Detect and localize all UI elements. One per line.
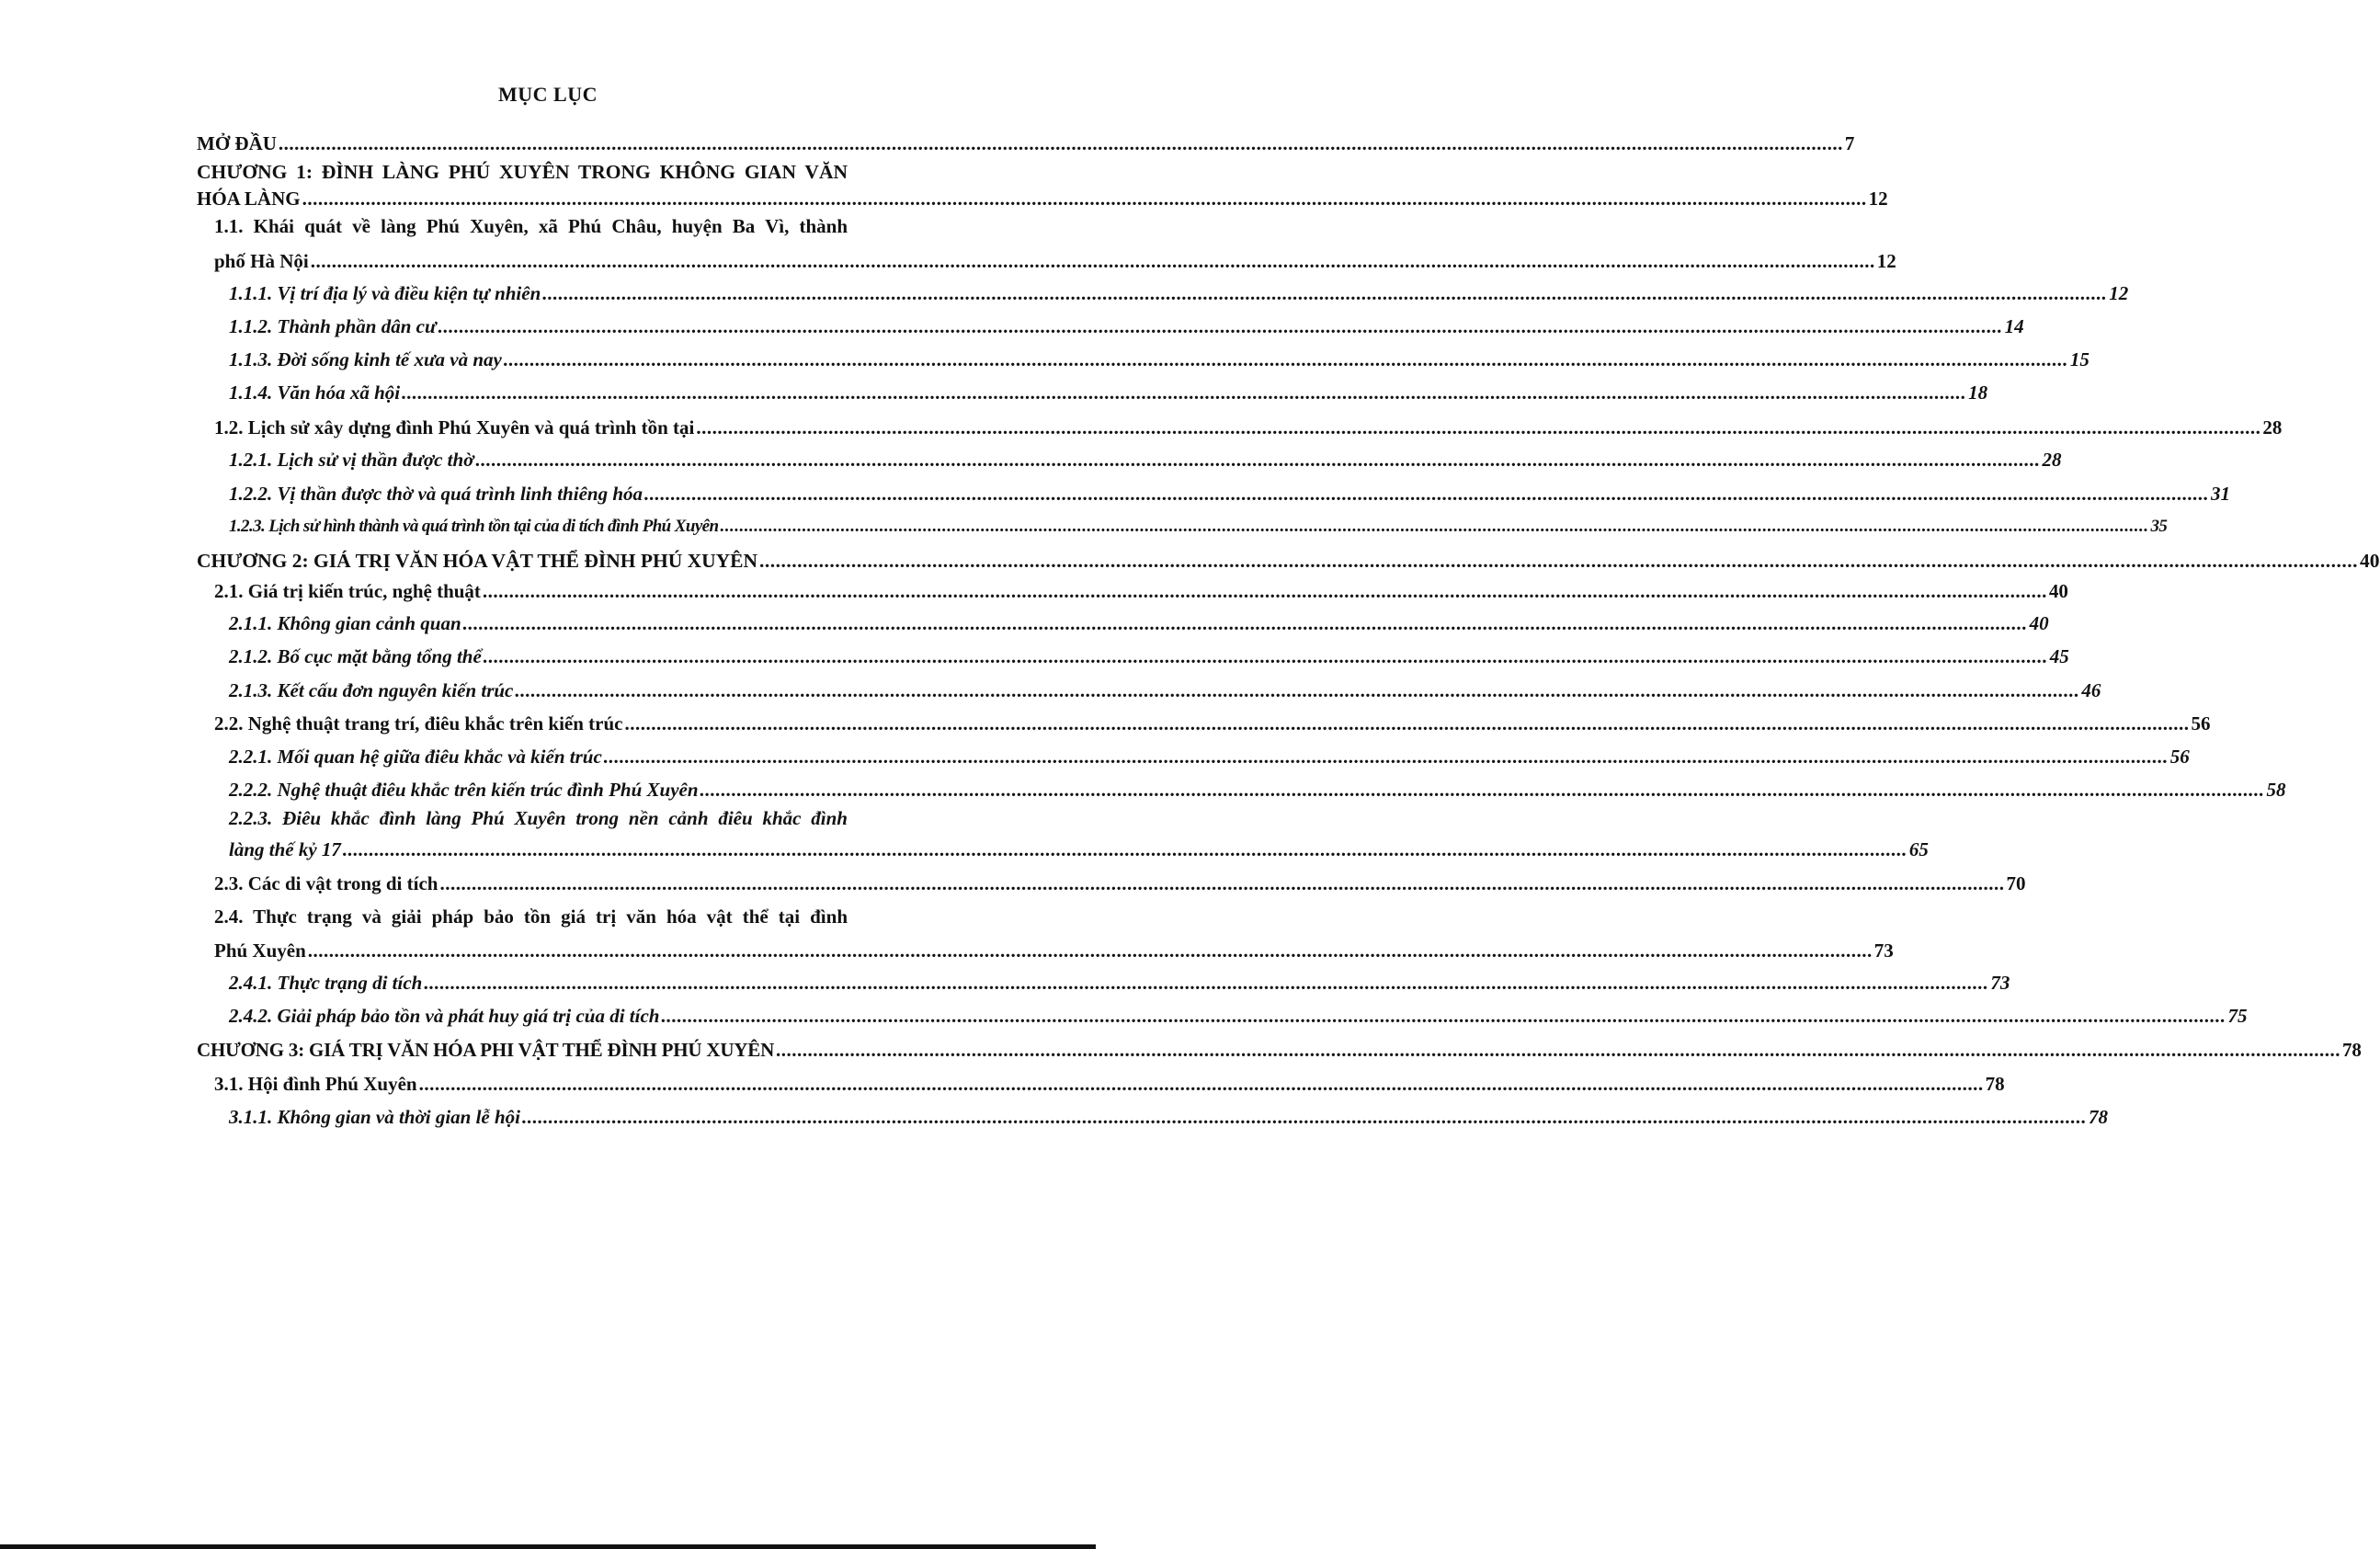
toc-entry-2-2-2[interactable] xyxy=(229,779,2286,801)
toc-entry-1-1[interactable] xyxy=(214,250,1896,272)
dot-leader xyxy=(424,974,1988,993)
toc-page-number: 73 xyxy=(1873,940,1894,962)
toc-entry-2-1[interactable] xyxy=(214,580,2068,602)
toc-entry-text: 3.1. Hội đình Phú Xuyên xyxy=(214,1073,417,1095)
toc-page-number: 18 xyxy=(1968,382,1988,404)
toc-page-number: 78 xyxy=(1985,1073,2005,1095)
toc-entry-intro[interactable] xyxy=(197,132,1855,154)
toc-page-number: 58 xyxy=(2266,779,2286,801)
toc-entry-1-2[interactable] xyxy=(214,416,2283,439)
toc-page-number: 28 xyxy=(2042,449,2062,471)
toc-page-number: 28 xyxy=(2262,416,2283,439)
dot-leader xyxy=(720,518,2148,535)
dot-leader xyxy=(439,874,2004,894)
toc-page-number: 12 xyxy=(1868,188,1888,210)
toc-entry-1-1-4[interactable] xyxy=(229,382,1988,404)
toc-entry-text: 1.1.2. Thành phần dân cư xyxy=(229,315,437,337)
toc-entry-text: 1.1.4. Văn hóa xã hội xyxy=(229,382,401,404)
dot-leader xyxy=(419,1075,1984,1094)
toc-entry-text: 2.1.2. Bố cục mặt bằng tổng thể xyxy=(229,645,482,667)
toc-entry-text: 2.4. Thực trạng và giải pháp bảo tồn giá trị văn hóa vật thể tại đình xyxy=(214,905,848,928)
toc-entry-text: 2.2.3. Điêu khắc đình làng Phú Xuyên trong nền cảnh điêu khắc đình xyxy=(229,807,848,829)
toc-page-number: 73 xyxy=(1990,972,2010,994)
toc-entry-text: 2.1.1. Không gian cảnh quan xyxy=(229,612,461,634)
toc-entry-chapter-2[interactable] xyxy=(197,550,2380,572)
toc-entry-2-4[interactable] xyxy=(214,940,1894,962)
toc-page-number: 40 xyxy=(2029,612,2049,634)
toc-entry-2-1-2[interactable] xyxy=(229,645,2069,667)
dot-leader xyxy=(759,552,2358,572)
toc-entry-text: làng thế kỷ 17 xyxy=(229,838,341,860)
dot-leader xyxy=(700,780,2265,800)
toc-entry-text: 1.1. Khái quát về làng Phú Xuyên, xã Phú Châu, huyện Ba Vì, thành xyxy=(214,215,848,237)
toc-entry-text: CHƯƠNG 1: ĐÌNH LÀNG PHÚ XUYÊN TRONG KHÔNG GIAN VĂN xyxy=(197,161,848,183)
toc-entry-text: 2.2. Nghệ thuật trang trí, điêu khắc trên kiến trúc xyxy=(214,712,623,735)
toc-entry-text: CHƯƠNG 2: GIÁ TRỊ VĂN HÓA VẬT THỂ ĐÌNH PHÚ XUYÊN xyxy=(197,550,758,572)
toc-entry-text: 1.1.3. Đời sống kinh tế xưa và nay xyxy=(229,348,502,370)
toc-page-number: 15 xyxy=(2069,348,2090,370)
toc-entry-1-2-1[interactable] xyxy=(229,449,2062,471)
dot-leader xyxy=(463,614,2028,633)
toc-page-number: 75 xyxy=(2227,1005,2248,1027)
dot-leader xyxy=(542,284,2107,303)
toc-page-number: 65 xyxy=(1908,838,1929,860)
toc-page-number: 56 xyxy=(2191,712,2211,735)
dot-leader xyxy=(522,1108,2087,1127)
toc-page-number: 46 xyxy=(2081,679,2101,701)
toc-entry-2-4-line1[interactable] xyxy=(214,907,848,927)
toc-entry-text: 2.2.1. Mối quan hệ giữa điêu khắc và kiến trúc xyxy=(229,746,602,768)
toc-entry-2-2[interactable] xyxy=(214,712,2211,735)
toc-entry-2-2-1[interactable] xyxy=(229,746,2190,768)
toc-page-number: 12 xyxy=(1876,250,1896,272)
bottom-border xyxy=(0,1544,1096,1549)
dot-leader xyxy=(483,582,2047,601)
toc-entry-3-1[interactable] xyxy=(214,1073,2005,1095)
toc-entry-chapter-1[interactable] xyxy=(197,188,1888,210)
toc-entry-2-4-1[interactable] xyxy=(229,972,2010,994)
toc-page-number: 14 xyxy=(2004,315,2024,337)
toc-entry-text: 2.1.3. Kết cấu đơn nguyên kiến trúc xyxy=(229,679,514,701)
toc-entry-text: 2.4.1. Thực trạng di tích xyxy=(229,972,423,994)
toc-entry-1-2-3[interactable] xyxy=(229,517,2168,536)
dot-leader xyxy=(484,647,2048,666)
toc-entry-text: 1.2.1. Lịch sử vị thần được thờ xyxy=(229,449,474,471)
toc-page-number: 35 xyxy=(2150,517,2168,536)
toc-page-number: 31 xyxy=(2211,483,2230,505)
toc-entry-1-2-2[interactable] xyxy=(229,483,2230,505)
dot-leader xyxy=(438,317,2003,336)
toc-page-number: 7 xyxy=(1844,132,1855,154)
dot-leader xyxy=(661,1007,2226,1026)
toc-entry-2-1-1[interactable] xyxy=(229,612,2049,634)
toc-page-number: 78 xyxy=(2342,1039,2362,1061)
toc-entry-text: phố Hà Nội xyxy=(214,250,309,272)
dot-leader xyxy=(279,134,1843,154)
toc-page-number: 78 xyxy=(2089,1106,2108,1128)
toc-entry-1-1-3[interactable] xyxy=(229,348,2090,370)
toc-entry-2-2-3-line1[interactable] xyxy=(229,809,848,828)
toc-entry-text: 1.2.3. Lịch sử hình thành và quá trình tồn tại của di tích đình Phú Xuyên xyxy=(229,517,719,536)
dot-leader xyxy=(504,350,2068,370)
toc-page-number: 45 xyxy=(2049,645,2069,667)
toc-entry-1-1-2[interactable] xyxy=(229,315,2024,337)
toc-entry-1-1-line1[interactable] xyxy=(214,217,848,236)
toc-entry-1-1-1[interactable] xyxy=(229,282,2129,304)
dot-leader xyxy=(311,252,1875,271)
dot-leader xyxy=(696,418,2260,438)
toc-entry-text: 3.1.1. Không gian và thời gian lễ hội xyxy=(229,1106,520,1128)
dot-leader xyxy=(625,714,2190,734)
toc-entry-2-4-2[interactable] xyxy=(229,1005,2248,1027)
toc-entry-text: 2.3. Các di vật trong di tích xyxy=(214,872,438,894)
toc-entry-text: MỞ ĐẦU xyxy=(197,132,277,154)
dot-leader xyxy=(644,484,2209,504)
dot-leader xyxy=(402,383,1966,403)
page-title: MỤC LỤC xyxy=(498,83,598,106)
toc-entry-2-2-3[interactable] xyxy=(229,838,1929,860)
toc-page-number: 12 xyxy=(2109,282,2129,304)
toc-entry-text: 2.4.2. Giải pháp bảo tồn và phát huy giá trị của di tích xyxy=(229,1005,660,1027)
toc-entry-2-1-3[interactable] xyxy=(229,679,2101,701)
toc-entry-2-3[interactable] xyxy=(214,872,2026,894)
dot-leader xyxy=(776,1041,2340,1060)
dot-leader xyxy=(343,840,1907,860)
dot-leader xyxy=(604,747,2169,767)
toc-entry-text: 1.2.2. Vị thần được thờ và quá trình linh thiêng hóa xyxy=(229,483,643,505)
toc-page-number: 40 xyxy=(2048,580,2068,602)
toc-entry-text: 2.2.2. Nghệ thuật điêu khắc trên kiến trúc đình Phú Xuyên xyxy=(229,779,699,801)
dot-leader xyxy=(515,681,2079,700)
dot-leader xyxy=(302,189,1867,209)
toc-entry-text: HÓA LÀNG xyxy=(197,188,301,210)
toc-entry-text: 2.1. Giá trị kiến trúc, nghệ thuật xyxy=(214,580,481,602)
toc-entry-text: Phú Xuyên xyxy=(214,940,306,962)
toc-entry-text: 1.2. Lịch sử xây dựng đình Phú Xuyên và quá trình tồn tại xyxy=(214,416,695,439)
toc-entry-chapter-3[interactable] xyxy=(197,1039,2362,1061)
dot-leader xyxy=(308,941,1873,961)
toc-page-number: 70 xyxy=(2006,872,2026,894)
toc-entry-text: CHƯƠNG 3: GIÁ TRỊ VĂN HÓA PHI VẬT THỂ ĐÌNH PHÚ XUYÊN xyxy=(197,1039,775,1061)
toc-entry-text: 1.1.1. Vị trí địa lý và điều kiện tự nhiên xyxy=(229,282,541,304)
toc-entry-chapter-1-line1[interactable] xyxy=(197,163,848,183)
dot-leader xyxy=(475,450,2040,470)
toc-page-number: 40 xyxy=(2360,550,2380,572)
toc-page-number: 56 xyxy=(2169,746,2190,768)
toc-entry-3-1-1[interactable] xyxy=(229,1106,2108,1128)
